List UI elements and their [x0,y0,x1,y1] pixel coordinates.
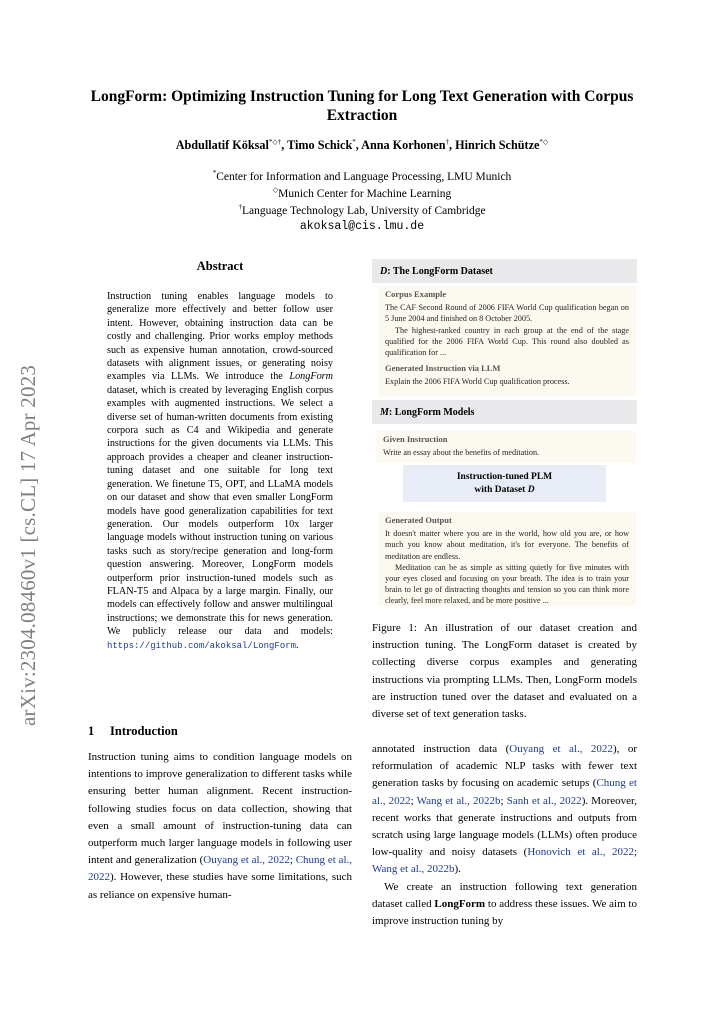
section-heading [88,724,178,739]
citation-separator: ; [633,846,638,859]
email-line [60,220,664,233]
citation-link[interactable]: Chung et al., 2022 [88,854,352,884]
generated-output-text: Meditation can be as simple as sitting quietly for five minutes with your eyes closed and focusing on your breath. The idea is to train your brain to let go of distracting thoughts and tension so you can think more clearly, feel more relaxed, and be more positive ... [385,562,629,606]
body-text: annotated instruction data ( [372,743,510,755]
affiliation-mark: † [238,203,242,211]
generated-instruction-box [378,360,636,396]
generated-instruction-label: Generated Instruction via LLM [385,363,501,373]
author-marks: * [352,138,356,146]
citation-link[interactable]: Honovich et al., 2022 [527,846,634,859]
affiliation [60,203,664,217]
generated-output-label: Generated Output [385,515,452,525]
abstract-body [107,290,333,653]
corpus-example-text: The CAF Second Round of 2006 FIFA World Cup qualification began on 5 June 2004 and finished on 8 October 2005. [385,303,629,324]
author-marks: *◇† [268,138,282,146]
body-text: ). However, these studies have some limitations, such as reliance on expensive human- [88,871,352,901]
citation-separator: ; [500,794,507,807]
abstract-end: . [296,639,299,651]
abstract-text: Instruction tuning enables language models to generalize more effectively and better follow user intent. However, obtaining instruction data can be costly and challenging. Prior works employ methods such as expensive human annotation, crowd-sourced datasets with alignment issues, or generating noisy examples via LLMs. We introduce the [107,291,333,383]
affiliation-text: Language Technology Lab, University of Cambridge [241,204,486,217]
models-header-text: : LongForm Models [388,406,475,418]
body-text: ). [454,863,461,876]
paper-title: LongForm: Optimizing Instruction Tuning for Long Text Generation with Corpus Extraction [90,88,634,124]
citation-link[interactable]: Wang et al., 2022b [372,863,455,876]
abstract-text: dataset, which is created by leveraging English corpus examples with augmented instructions. We select a diverse set of human-written documents from existing corpora such as C4 and Wikipedia and generate instructions for the given documents via LLMs. This approach provides a cheaper and cleaner instruction-tuning dataset and one suitable for long text generation. We finetune T5, OPT, and LLaMA models on our dataset and show that even smaller LongForm models have good generalization capabilities for text generation. Our models outperform 10x larger language models without instruction tuning on various tasks such as story/recipe generation and long-form question answering. Moreover, LongForm models outperform prior instruction-tuned models such as FLAN-T5 and Alpaca by a large margin. Finally, our models can effectively follow and answer multilingual instructions; we demonstrate this for news generation. We publicly release our data and models: [107,384,333,638]
author-separator: , [355,138,362,153]
body-text: to address these issues. We aim to improve instruction tuning by [372,897,637,928]
affiliation-mark: * [212,169,217,177]
plm-line-text: with Dataset [474,484,528,495]
dataset-header-text: : The LongForm Dataset [387,265,493,277]
author-email: akoksal@cis.lmu.de [299,220,425,233]
body-text: ). Moreover, recent works that generate instructions and outputs from scratch using large language models (LLMs) often produce low-quality and noisy datasets ( [372,794,637,859]
body-text: Instruction tuning aims to condition language models on intentions to improve generalization to different tasks while ensuring better human alignment. Recent instruction-following studies focus on data collection, showing that even a small amount of instruction-tuning data can outperform much larger language models in following user intent and generalization ( [88,751,352,867]
author-list [60,138,664,153]
given-instruction-box [376,431,636,463]
citation-link[interactable]: Ouyang et al., 2022 [509,743,613,755]
author-name: Anna Korhonen [361,138,446,153]
models-header [372,400,637,424]
plm-line [403,484,606,497]
affiliation-text: Center for Information and Language Processing, LMU Munich [216,170,512,183]
affiliation-text: Munich Center for Machine Learning [278,187,452,200]
dataset-header [372,259,637,283]
author-marks: *◇ [539,138,549,146]
affiliation-mark: ◇ [272,186,279,194]
abstract-heading: Abstract [196,259,244,273]
author-name: Abdullatif Köksal [175,138,269,153]
intro-right-column [372,741,637,930]
affiliation [60,169,664,183]
given-instruction-label: Given Instruction [383,434,448,444]
corpus-example-label: Corpus Example [385,289,447,299]
author-marks: † [445,138,449,146]
figure-caption: Figure 1: An illustration of our dataset creation and instruction tuning. The LongForm dataset is created by collecting diverse corpus examples and generating instructions via prompting LLMs. Then, LongForm models are instruction tuned over the dataset and evaluated on a diverse set of text generation tasks. [372,622,637,721]
plm-line: Instruction-tuned PLM [456,472,553,482]
author-separator: , [449,138,456,153]
section-title: Introduction [110,724,178,738]
citation-link[interactable]: Chung et al., 2022 [372,777,637,807]
body-text: ), or reformulation of academic NLP tasks with fewer text generation tasks by focusing on academic setups ( [372,743,638,790]
dataset-name: LongForm [434,897,486,910]
arxiv-stamp: arXiv:2304.08460v1 [cs.CL] 17 Apr 2023 [16,364,40,726]
citation-link[interactable]: Ouyang et al., 2022 [203,854,290,867]
section-number: 1 [88,724,95,738]
citation-link[interactable]: Sanh et al., 2022 [506,794,582,807]
models-var: M [380,406,389,418]
given-instruction-text: Write an essay about the benefits of meditation. [383,448,540,458]
corpus-example-text: The highest-ranked country in each group at the end of the stage qualified for the 2006 FIFA World Cup. This round also doubled as qualification for ... [385,325,629,358]
dataset-var: D [380,265,388,277]
abstract-emphasis: LongForm [289,371,333,383]
corpus-example-box [378,286,636,362]
author-name: Timo Schick [287,138,353,153]
generated-instruction-text: Explain the 2006 FIFA World Cup qualification process. [385,377,570,387]
author-name: Hinrich Schütze [455,138,540,153]
intro-left-column [88,749,352,904]
author-separator: , [281,138,288,153]
generated-output-text: It doesn't matter where you are in the world, how old you are, or how much you know about meditation, it's for everyone. The benefits of meditation are endless. [385,529,629,561]
plm-var: D [527,484,535,495]
citation-link[interactable]: Wang et al., 2022b [416,794,501,807]
generated-output-box [378,512,636,606]
plm-box [403,465,606,502]
citation-separator: ; [289,854,296,867]
github-link[interactable]: https://github.com/akoksal/LongForm [107,640,297,651]
citation-separator: ; [410,794,417,807]
body-text: We create an instruction following text generation dataset called [372,880,637,910]
affiliation [60,186,664,200]
